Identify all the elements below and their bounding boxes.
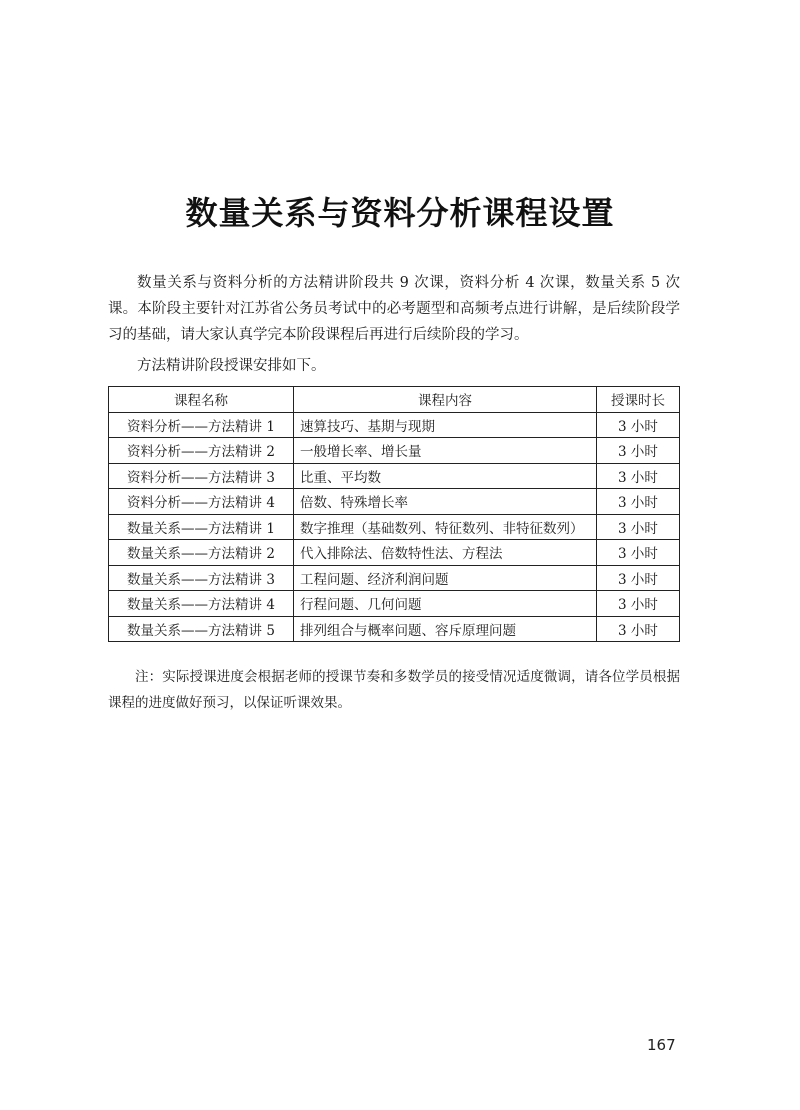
table-row: [109, 412, 680, 438]
page-title: 数量关系与资料分析课程设置: [185, 194, 615, 232]
course-name-cell: 数量关系——方法精讲 3: [109, 565, 294, 591]
course-content-cell: 倍数、特殊增长率: [294, 489, 597, 515]
duration-cell: 3 小时: [597, 591, 680, 617]
course-name-cell: 数量关系——方法精讲 2: [109, 540, 294, 566]
table-row: [109, 463, 680, 489]
course-schedule-table: [108, 386, 680, 642]
duration-cell: 3 小时: [597, 463, 680, 489]
course-name-cell: 数量关系——方法精讲 5: [109, 616, 294, 642]
duration-cell: 3 小时: [597, 616, 680, 642]
duration-cell: 3 小时: [597, 514, 680, 540]
duration-cell: 3 小时: [597, 565, 680, 591]
table-row: [109, 591, 680, 617]
course-name-cell: 资料分析——方法精讲 3: [109, 463, 294, 489]
table-row: [109, 565, 680, 591]
duration-cell: 3 小时: [597, 489, 680, 515]
table-row: [109, 616, 680, 642]
course-content-cell: 一般增长率、增长量: [294, 438, 597, 464]
course-content-cell: 排列组合与概率问题、容斥原理问题: [294, 616, 597, 642]
course-content-cell: 比重、平均数: [294, 463, 597, 489]
course-content-cell: 行程问题、几何问题: [294, 591, 597, 617]
table-row: [109, 540, 680, 566]
course-content-cell: 速算技巧、基期与现期: [294, 412, 597, 438]
duration-cell: 3 小时: [597, 540, 680, 566]
header-duration: 授课时长: [597, 387, 680, 413]
course-name-cell: 资料分析——方法精讲 2: [109, 438, 294, 464]
schedule-lead-line: 方法精讲阶段授课安排如下。: [137, 358, 326, 374]
table-header-row: [109, 387, 680, 413]
footnote: 注：实际授课进度会根据老师的授课节奏和多数学员的接受情况适度微调，请各位学员根据课程的进度做好预习，以保证听课效果。: [108, 669, 680, 711]
course-name-cell: 资料分析——方法精讲 1: [109, 412, 294, 438]
course-content-cell: 工程问题、经济利润问题: [294, 565, 597, 591]
course-content-cell: 数字推理（基础数列、特征数列、非特征数列）: [294, 514, 597, 540]
intro-section: [108, 270, 680, 348]
table-row: [109, 438, 680, 464]
header-course-name: 课程名称: [109, 387, 294, 413]
header-course-content: 课程内容: [294, 387, 597, 413]
table-row: [109, 514, 680, 540]
course-content-cell: 代入排除法、倍数特性法、方程法: [294, 540, 597, 566]
duration-cell: 3 小时: [597, 412, 680, 438]
page-number: 167: [647, 1036, 676, 1054]
duration-cell: 3 小时: [597, 438, 680, 464]
course-name-cell: 资料分析——方法精讲 4: [109, 489, 294, 515]
intro-paragraph: 数量关系与资料分析的方法精讲阶段共 9 次课，资料分析 4 次课，数量关系 5 次课。本阶段主要针对江苏省公务员考试中的必考题型和高频考点进行讲解，是后续阶段学习的基础，请大家认真学完本阶段课程后再进行后续阶段的学习。: [108, 275, 680, 343]
course-name-cell: 数量关系——方法精讲 4: [109, 591, 294, 617]
course-name-cell: 数量关系——方法精讲 1: [109, 514, 294, 540]
table-row: [109, 489, 680, 515]
